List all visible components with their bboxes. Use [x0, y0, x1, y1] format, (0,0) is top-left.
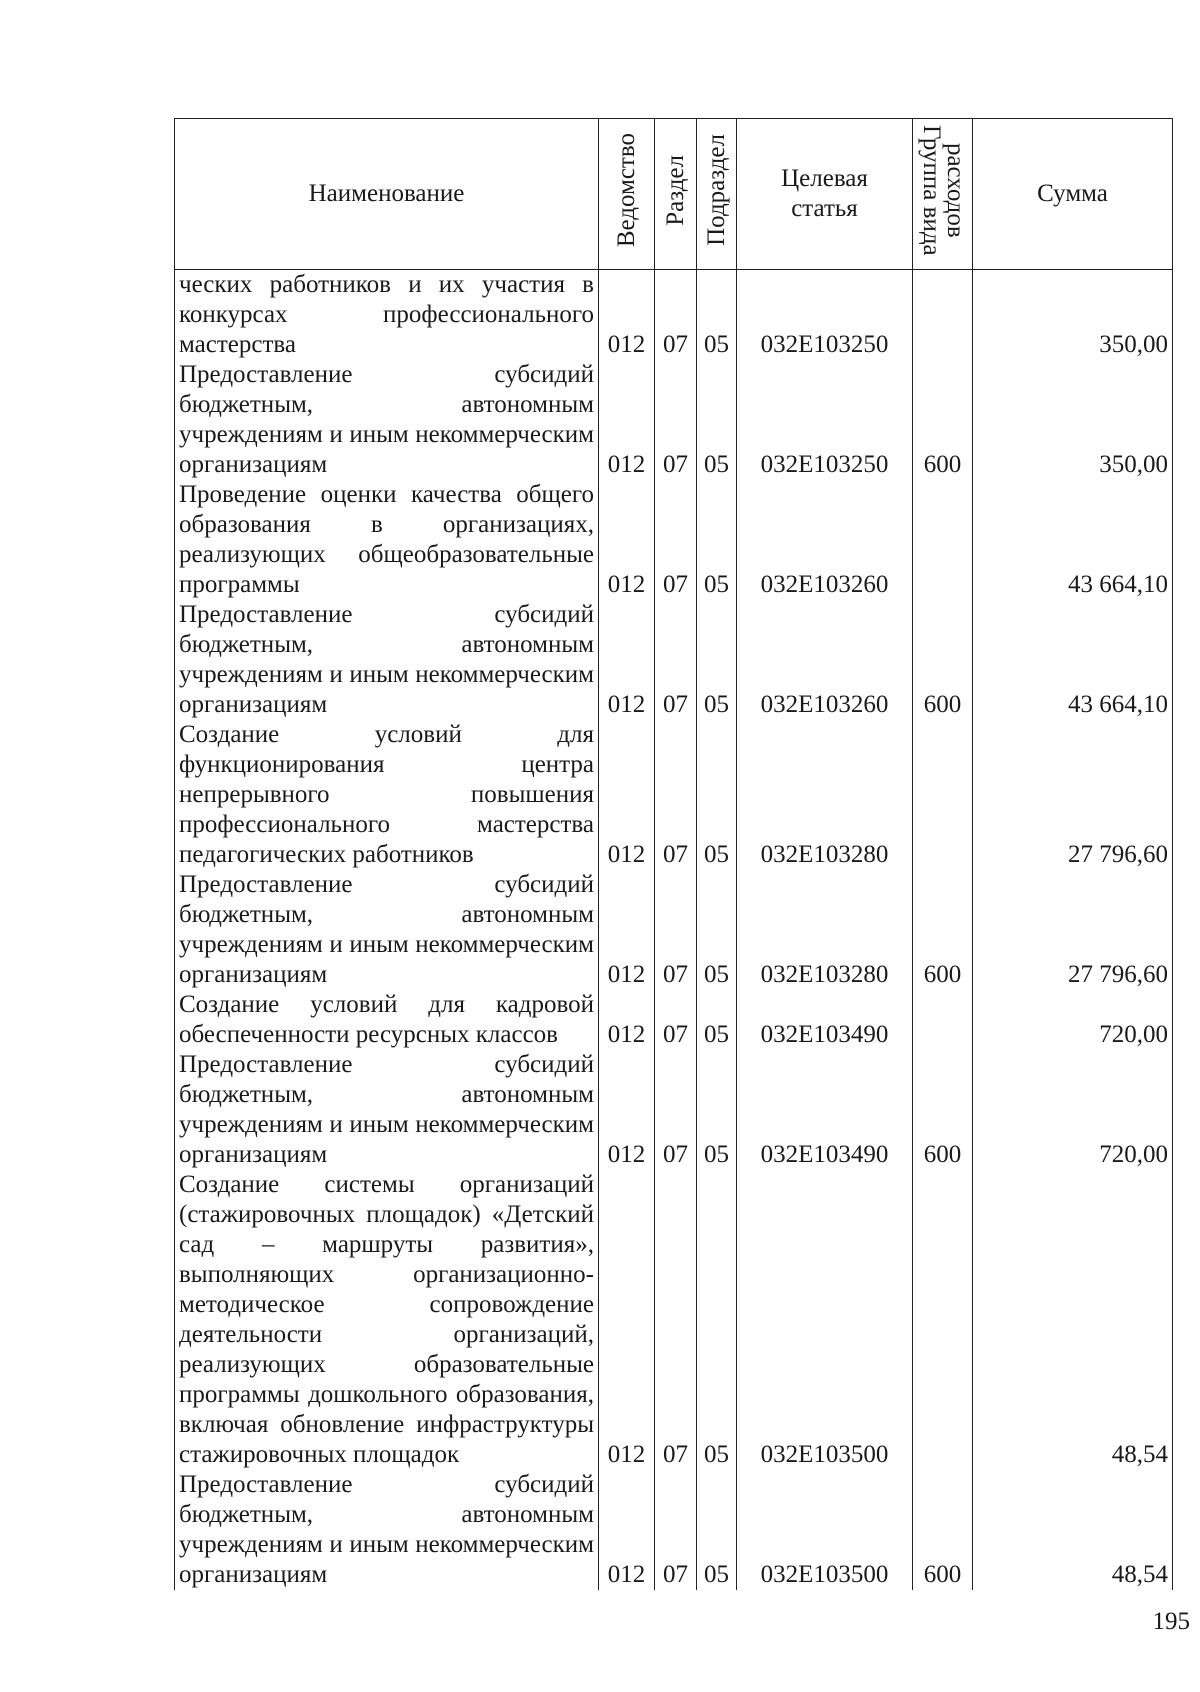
row-department: 012 — [599, 600, 655, 720]
row-subsection: 05 — [697, 270, 737, 361]
row-subsection: 05 — [697, 1170, 737, 1470]
row-target-item: 032Е103490 — [737, 1050, 913, 1170]
row-expense-group — [913, 1170, 973, 1470]
row-subsection: 05 — [697, 600, 737, 720]
budget-table — [174, 118, 1173, 1590]
row-department: 012 — [599, 1470, 655, 1590]
row-name: Проведение оценки качества общего образования в организациях, реализующих общеобразовательные программы — [175, 480, 599, 600]
table-row — [175, 870, 1173, 990]
row-subsection: 05 — [697, 1470, 737, 1590]
table-row — [175, 1170, 1173, 1470]
row-expense-group: 600 — [913, 360, 973, 480]
header-target-item: Целевая статья — [737, 119, 913, 270]
row-amount: 27 796,60 — [973, 720, 1173, 870]
header-subsection: Подраздел — [697, 119, 737, 270]
row-section: 07 — [655, 270, 697, 361]
row-section: 07 — [655, 720, 697, 870]
row-name: Создание системы организаций (стажировочных площадок) «Детский сад – маршруты развития», выполняющих организационно-методическое сопровождение деятельности организаций, реализующих образовательные программы дошкольного образования, включая обновление инфраструктуры стажировочных площадок — [175, 1170, 599, 1470]
row-subsection: 05 — [697, 870, 737, 990]
row-target-item: 032Е103280 — [737, 870, 913, 990]
row-subsection: 05 — [697, 990, 737, 1050]
header-expense-group: Группа вида расходов — [913, 119, 973, 270]
budget-table-container — [174, 118, 1172, 1590]
table-row — [175, 720, 1173, 870]
table-row — [175, 270, 1173, 361]
row-amount: 350,00 — [973, 270, 1173, 361]
row-name: Предоставление субсидий бюджетным, автономным учреждениям и иным некоммерческим организациям — [175, 360, 599, 480]
table-row — [175, 1050, 1173, 1170]
row-amount: 43 664,10 — [973, 600, 1173, 720]
table-row — [175, 360, 1173, 480]
row-amount: 48,54 — [973, 1470, 1173, 1590]
row-expense-group: 600 — [913, 1470, 973, 1590]
header-name: Наименование — [175, 119, 599, 270]
row-target-item: 032Е103250 — [737, 360, 913, 480]
row-name: Предоставление субсидий бюджетным, автономным учреждениям и иным некоммерческим организациям — [175, 600, 599, 720]
row-amount: 27 796,60 — [973, 870, 1173, 990]
row-amount: 720,00 — [973, 990, 1173, 1050]
row-department: 012 — [599, 1170, 655, 1470]
row-target-item: 032Е103500 — [737, 1170, 913, 1470]
row-section: 07 — [655, 1170, 697, 1470]
row-name: Предоставление субсидий бюджетным, автономным учреждениям и иным некоммерческим организациям — [175, 1050, 599, 1170]
row-amount: 720,00 — [973, 1050, 1173, 1170]
row-department: 012 — [599, 480, 655, 600]
row-target-item: 032Е103500 — [737, 1470, 913, 1590]
row-expense-group — [913, 990, 973, 1050]
row-subsection: 05 — [697, 360, 737, 480]
row-amount: 43 664,10 — [973, 480, 1173, 600]
table-row — [175, 480, 1173, 600]
header-section: Раздел — [655, 119, 697, 270]
row-target-item: 032Е103260 — [737, 600, 913, 720]
row-subsection: 05 — [697, 720, 737, 870]
row-name: Создание условий для функционирования центра непрерывного повышения профессионального мастерства педагогических работников — [175, 720, 599, 870]
table-row — [175, 990, 1173, 1050]
row-section: 07 — [655, 480, 697, 600]
header-department: Ведомство — [599, 119, 655, 270]
row-name: Предоставление субсидий бюджетным, автономным учреждениям и иным некоммерческим организациям — [175, 1470, 599, 1590]
row-expense-group: 600 — [913, 600, 973, 720]
row-section: 07 — [655, 1470, 697, 1590]
row-subsection: 05 — [697, 1050, 737, 1170]
row-target-item: 032Е103490 — [737, 990, 913, 1050]
row-expense-group — [913, 720, 973, 870]
row-department: 012 — [599, 360, 655, 480]
page-number: 195 — [1152, 1608, 1190, 1635]
table-header — [175, 119, 1173, 270]
row-target-item: 032Е103260 — [737, 480, 913, 600]
row-name: ческих работников и их участия в конкурсах профессионального мастерства — [175, 270, 599, 361]
row-expense-group — [913, 480, 973, 600]
row-department: 012 — [599, 1050, 655, 1170]
row-section: 07 — [655, 600, 697, 720]
row-section: 07 — [655, 990, 697, 1050]
row-name: Создание условий для кадровой обеспеченности ресурсных классов — [175, 990, 599, 1050]
row-section: 07 — [655, 1050, 697, 1170]
row-department: 012 — [599, 870, 655, 990]
row-target-item: 032Е103250 — [737, 270, 913, 361]
header-amount: Сумма — [973, 119, 1173, 270]
row-amount: 48,54 — [973, 1170, 1173, 1470]
row-expense-group — [913, 270, 973, 361]
row-subsection: 05 — [697, 480, 737, 600]
row-department: 012 — [599, 990, 655, 1050]
row-section: 07 — [655, 360, 697, 480]
row-amount: 350,00 — [973, 360, 1173, 480]
row-name: Предоставление субсидий бюджетным, автономным учреждениям и иным некоммерческим организациям — [175, 870, 599, 990]
row-department: 012 — [599, 720, 655, 870]
row-department: 012 — [599, 270, 655, 361]
row-target-item: 032Е103280 — [737, 720, 913, 870]
table-body — [175, 270, 1173, 1591]
row-expense-group: 600 — [913, 870, 973, 990]
row-expense-group: 600 — [913, 1050, 973, 1170]
table-row — [175, 600, 1173, 720]
table-row — [175, 1470, 1173, 1590]
row-section: 07 — [655, 870, 697, 990]
